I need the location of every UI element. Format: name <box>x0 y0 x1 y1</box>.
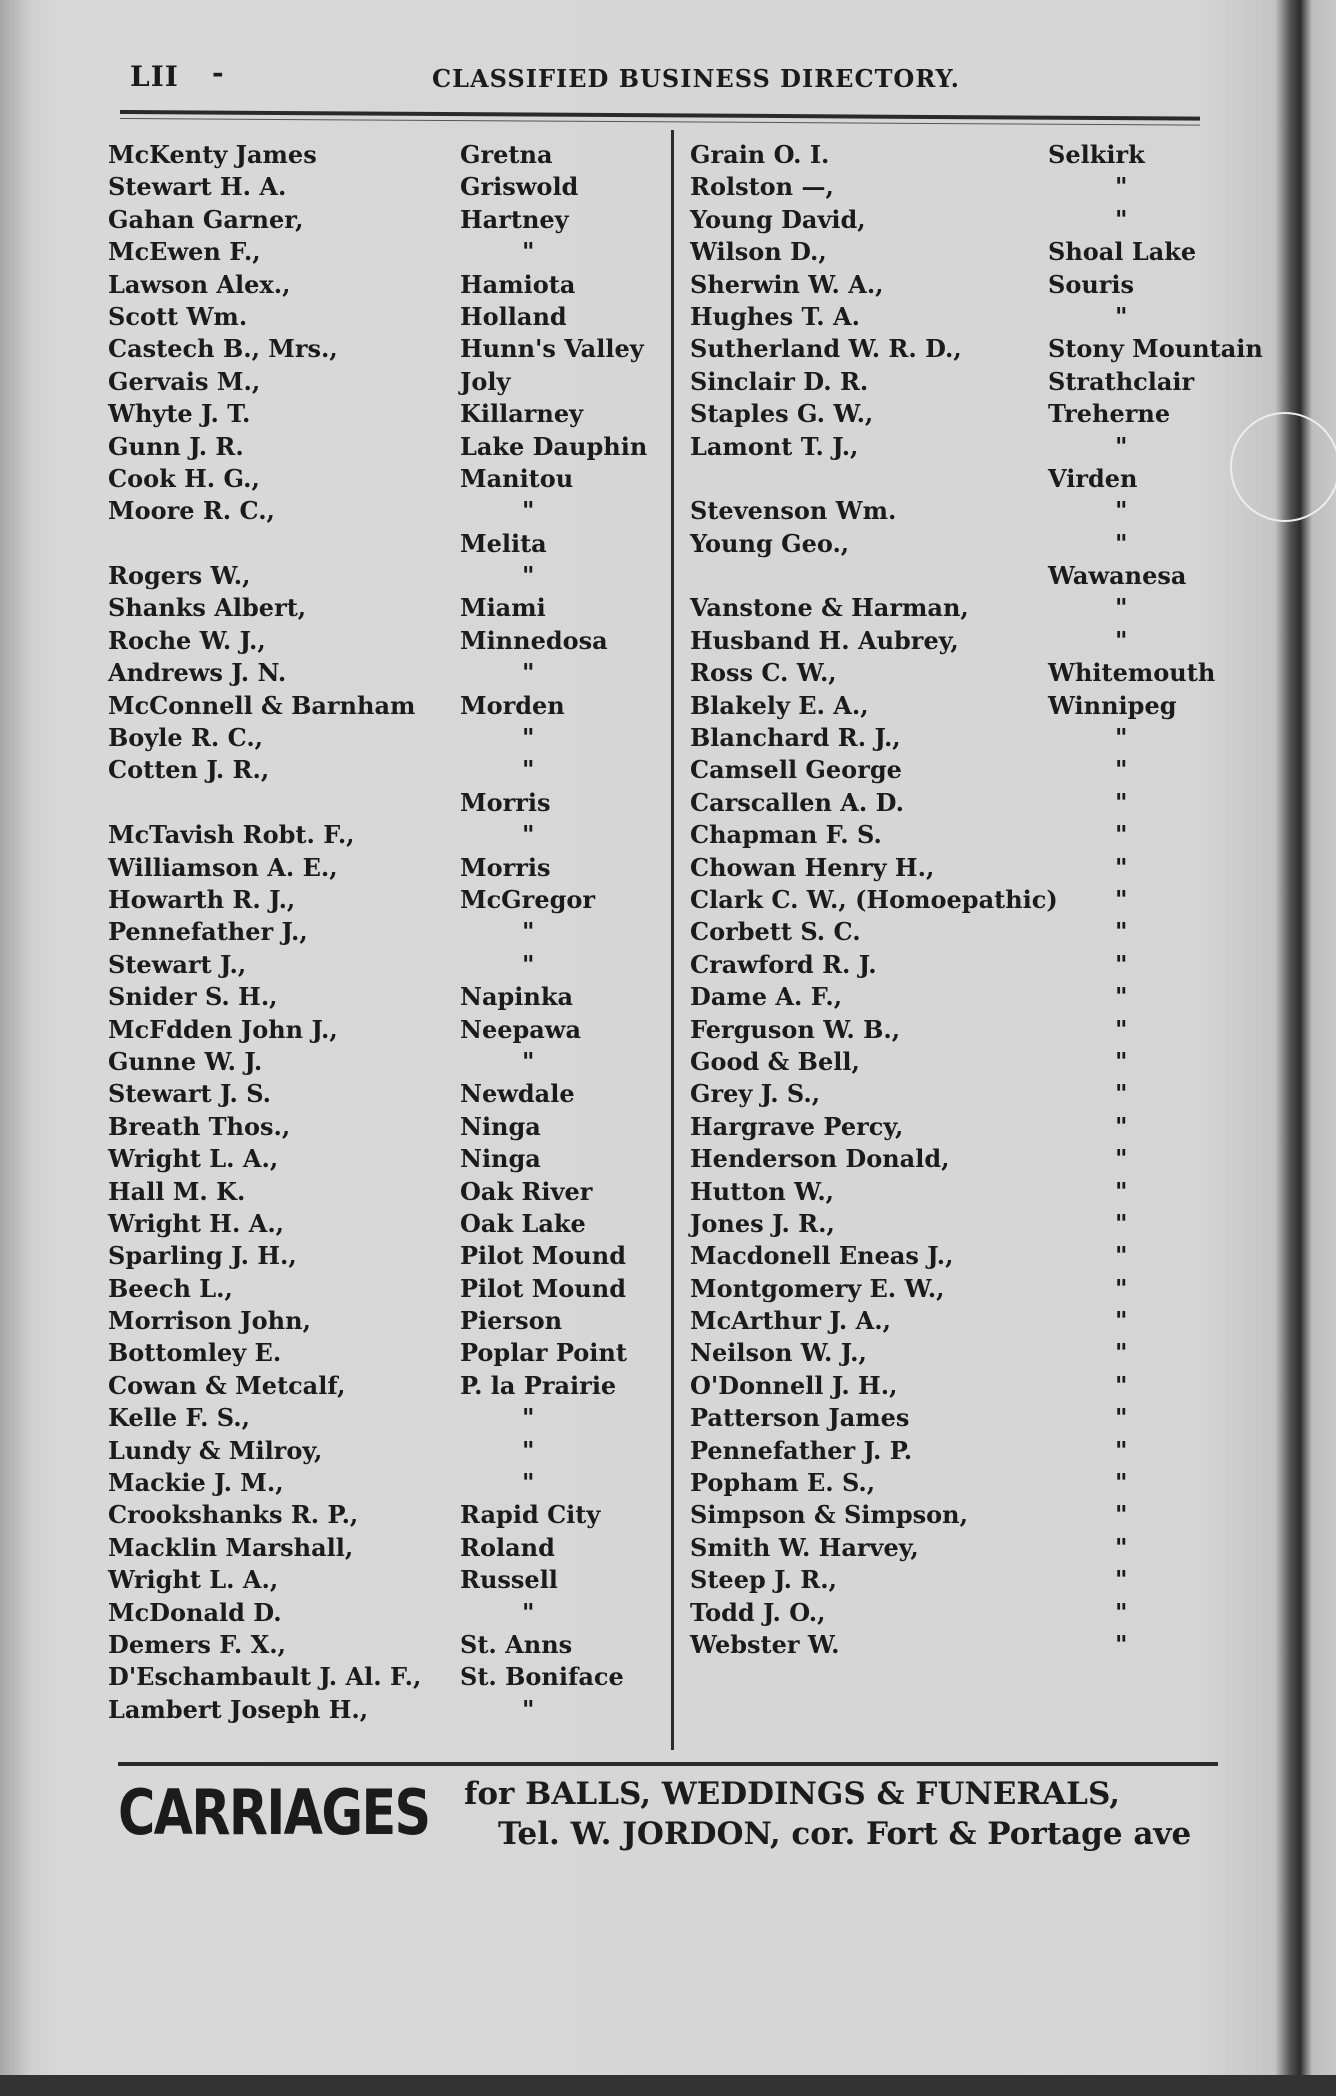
column-divider <box>671 130 674 1750</box>
entry-place: " <box>1115 172 1128 202</box>
directory-entry <box>690 950 1230 982</box>
directory-entry <box>690 1371 1230 1403</box>
entry-place: " <box>1115 787 1128 817</box>
entry-place: Griswold <box>460 172 579 202</box>
directory-entry <box>108 1630 653 1662</box>
entry-place: Pilot Mound <box>460 1273 626 1303</box>
directory-entry <box>108 788 653 820</box>
entry-place: " <box>1115 1500 1128 1530</box>
entry-place: " <box>1115 1241 1128 1271</box>
entry-name: Chowan Henry H., <box>690 852 935 882</box>
directory-entry <box>690 1144 1230 1176</box>
directory-entry <box>108 626 653 658</box>
directory-entry <box>108 237 653 269</box>
entry-name: D'Eschambault J. Al. F., <box>108 1662 422 1692</box>
entry-name: Young David, <box>690 204 866 234</box>
entry-name: Jones J. R., <box>690 1208 835 1238</box>
directory-entry <box>690 1630 1230 1662</box>
entry-place: Lake Dauphin <box>460 431 648 461</box>
entry-name: Blanchard R. J., <box>690 723 901 753</box>
directory-entry <box>108 334 653 366</box>
directory-entry <box>108 1371 653 1403</box>
entry-name: Husband H. Aubrey, <box>690 625 959 655</box>
entry-name: Gervais M., <box>108 366 261 396</box>
entry-name: Demers F. X., <box>108 1629 286 1659</box>
entry-place: " <box>1115 1014 1128 1044</box>
directory-entry <box>108 1565 653 1597</box>
directory-entry <box>690 529 1230 561</box>
entry-place: Wawanesa <box>1048 561 1187 591</box>
entry-name: Blakely E. A., <box>690 690 869 720</box>
entry-name: Sparling J. H., <box>108 1241 297 1271</box>
entry-name: Henderson Donald, <box>690 1144 950 1174</box>
entry-name: Cook H. G., <box>108 463 260 493</box>
entry-name: Castech B., Mrs., <box>108 334 338 364</box>
directory-entry <box>690 270 1230 302</box>
entry-place: " <box>1115 1079 1128 1109</box>
directory-entry <box>690 1500 1230 1532</box>
entry-name: Lawson Alex., <box>108 269 291 299</box>
directory-entry <box>690 399 1230 431</box>
entry-name: Lundy & Milroy, <box>108 1435 323 1465</box>
entry-place: " <box>1115 1338 1128 1368</box>
scan-bottom-edge <box>0 2075 1336 2096</box>
entry-name: Grain O. I. <box>690 140 830 169</box>
directory-entry <box>108 1436 653 1468</box>
directory-entry <box>690 140 1230 172</box>
entry-place: Napinka <box>460 982 574 1012</box>
directory-entry <box>690 561 1230 593</box>
directory-entry <box>108 1047 653 1079</box>
page-title: CLASSIFIED BUSINESS DIRECTORY. <box>432 64 960 93</box>
entry-name: Macdonell Eneas J., <box>690 1241 954 1271</box>
entry-name: Grey J. S., <box>690 1079 821 1109</box>
directory-entry <box>690 723 1230 755</box>
entry-place: McGregor <box>460 884 596 914</box>
directory-entry <box>690 755 1230 787</box>
directory-entry <box>108 432 653 464</box>
directory-entry <box>690 1241 1230 1273</box>
entry-name: Montgomery E. W., <box>690 1273 945 1303</box>
entry-place: " <box>1115 723 1128 753</box>
entry-name: Stevenson Wm. <box>690 496 897 526</box>
entry-place: " <box>522 658 535 688</box>
right-column <box>690 140 1263 1662</box>
entry-name: Gahan Garner, <box>108 204 304 234</box>
directory-entry <box>108 950 653 982</box>
entry-place: " <box>1115 1273 1128 1303</box>
entry-place: " <box>1115 917 1128 947</box>
entry-name: Todd J. O., <box>690 1597 826 1627</box>
entry-name: Good & Bell, <box>690 1046 860 1076</box>
entry-name: Hall M. K. <box>108 1176 246 1206</box>
entry-place: Miami <box>460 593 546 623</box>
entry-name: Popham E. S., <box>690 1468 876 1498</box>
entry-place: Whitemouth <box>1048 658 1216 688</box>
entry-place: P. la Prairie <box>460 1370 617 1400</box>
entry-name: Whyte J. T. <box>108 399 251 429</box>
directory-entry <box>690 1209 1230 1241</box>
entry-name: Stewart H. A. <box>108 172 287 202</box>
entry-name: Crookshanks R. P., <box>108 1500 359 1530</box>
entry-name: Scott Wm. <box>108 301 248 331</box>
entry-name: Camsell George <box>690 755 902 785</box>
entry-name: Sherwin W. A., <box>690 269 884 299</box>
entry-name: Hughes T. A. <box>690 301 860 331</box>
entry-place: Killarney <box>460 399 584 429</box>
directory-entry <box>108 755 653 787</box>
entry-name: Kelle F. S., <box>108 1403 250 1433</box>
directory-entry <box>690 1565 1230 1597</box>
entry-name: Mackie J. M., <box>108 1468 284 1498</box>
directory-entry <box>108 853 653 885</box>
entry-name: Hutton W., <box>690 1176 835 1206</box>
entry-place: " <box>522 1597 535 1627</box>
entry-place: Souris <box>1048 269 1135 299</box>
entry-name: Shanks Albert, <box>108 593 307 623</box>
entry-name: Wright L. A., <box>108 1565 279 1595</box>
entry-place: " <box>1115 496 1128 526</box>
entry-place: " <box>1115 1468 1128 1498</box>
header-mark: - <box>212 56 224 89</box>
entry-place: Oak River <box>460 1176 593 1206</box>
entry-name: Webster W. <box>690 1629 840 1659</box>
entry-place: " <box>522 723 535 753</box>
entry-name: Gunn J. R. <box>108 431 244 461</box>
directory-entry <box>690 593 1230 625</box>
entry-place: " <box>1115 1306 1128 1336</box>
entry-name: Clark C. W., (Homoepathic) <box>690 884 1058 914</box>
entry-place: " <box>1115 593 1128 623</box>
entry-name: Wright H. A., <box>108 1208 285 1238</box>
directory-entry <box>108 399 653 431</box>
entry-name: Breath Thos., <box>108 1111 291 1141</box>
entry-place: Hartney <box>460 204 569 234</box>
directory-entry <box>108 496 653 528</box>
entry-place: St. Boniface <box>460 1662 624 1692</box>
directory-entry <box>690 917 1230 949</box>
page-header <box>130 56 1210 100</box>
entry-name: Patterson James <box>690 1403 910 1433</box>
entry-name: Wilson D., <box>690 237 827 267</box>
directory-entry <box>108 1209 653 1241</box>
directory-entry <box>108 593 653 625</box>
ad-line-1: for BALLS, WEDDINGS & FUNERALS, <box>464 1776 1121 1812</box>
directory-entry <box>108 885 653 917</box>
entry-name: Corbett S. C. <box>690 917 861 947</box>
entry-place: " <box>1115 1370 1128 1400</box>
entry-name: McTavish Robt. F., <box>108 820 355 850</box>
entry-name: Lambert Joseph H., <box>108 1694 369 1724</box>
entry-name: Staples G. W., <box>690 399 874 429</box>
entry-place: " <box>1115 982 1128 1012</box>
directory-entry <box>108 270 653 302</box>
ad-headline: CARRIAGES <box>118 1776 430 1849</box>
entry-name: McConnell & Barnham <box>108 690 416 720</box>
entry-place: Holland <box>460 301 567 331</box>
directory-entry <box>108 1403 653 1435</box>
entry-name: McDonald D. <box>108 1597 282 1627</box>
directory-entry <box>108 1177 653 1209</box>
directory-entry <box>690 172 1230 204</box>
directory-entry <box>108 172 653 204</box>
entry-name: Andrews J. N. <box>108 658 287 688</box>
directory-entry <box>690 1274 1230 1306</box>
entry-place: Treherne <box>1048 399 1171 429</box>
entry-place: Poplar Point <box>460 1338 627 1368</box>
entry-place: Melita <box>460 528 547 558</box>
entry-name: Boyle R. C., <box>108 723 264 753</box>
left-column <box>108 140 653 1727</box>
directory-entry <box>108 1662 653 1694</box>
entry-name: Carscallen A. D. <box>690 787 904 817</box>
entry-name: Moore R. C., <box>108 496 275 526</box>
entry-name: Beech L., <box>108 1273 233 1303</box>
directory-entry <box>690 982 1230 1014</box>
entry-name: Sutherland W. R. D., <box>690 334 962 364</box>
directory-entry <box>690 1436 1230 1468</box>
entry-place: " <box>1115 204 1128 234</box>
entry-place: Hunn's Valley <box>460 334 644 364</box>
directory-entry <box>108 917 653 949</box>
entry-place: " <box>1115 431 1128 461</box>
entry-name: Stewart J., <box>108 949 247 979</box>
directory-entry <box>108 561 653 593</box>
entry-place: " <box>1115 1111 1128 1141</box>
entry-name: Steep J. R., <box>690 1565 837 1595</box>
directory-entry <box>108 1241 653 1273</box>
directory-entry <box>690 853 1230 885</box>
entry-name: Cotten J. R., <box>108 755 270 785</box>
entry-place: Shoal Lake <box>1048 237 1197 267</box>
directory-entry <box>108 140 653 172</box>
directory-entry <box>108 367 653 399</box>
entry-place: " <box>522 917 535 947</box>
entry-name: Wright L. A., <box>108 1144 279 1174</box>
directory-entry <box>108 1533 653 1565</box>
entry-place: Pierson <box>460 1306 563 1336</box>
entry-name: Gunne W. J. <box>108 1046 263 1076</box>
directory-entry <box>690 1306 1230 1338</box>
entry-place: " <box>522 1468 535 1498</box>
directory-entry <box>108 1500 653 1532</box>
ad-rule <box>118 1762 1218 1766</box>
directory-entry <box>108 529 653 561</box>
directory-entry <box>690 1015 1230 1047</box>
entry-name: Ross C. W., <box>690 658 837 688</box>
entry-place: " <box>1115 1208 1128 1238</box>
entry-name: Howarth R. J., <box>108 884 296 914</box>
directory-entry <box>690 1533 1230 1565</box>
entry-place: Morden <box>460 690 565 720</box>
directory-entry <box>108 691 653 723</box>
entry-place: Ninga <box>460 1111 541 1141</box>
entry-place: " <box>522 1694 535 1724</box>
entry-place: " <box>1115 528 1128 558</box>
entry-place: " <box>1115 1144 1128 1174</box>
directory-entry <box>108 982 653 1014</box>
entry-name: McArthur J. A., <box>690 1306 891 1336</box>
entry-place: Oak Lake <box>460 1208 586 1238</box>
directory-entry <box>690 432 1230 464</box>
directory-entry <box>108 1144 653 1176</box>
entry-name: Smith W. Harvey, <box>690 1532 919 1562</box>
entry-name: Rogers W., <box>108 561 251 591</box>
entry-place: " <box>522 561 535 591</box>
directory-entry <box>690 496 1230 528</box>
directory-entry <box>690 626 1230 658</box>
directory-entry <box>108 1112 653 1144</box>
directory-entry <box>108 1598 653 1630</box>
entry-place: " <box>1115 1629 1128 1659</box>
entry-place: " <box>1115 755 1128 785</box>
entry-name: Chapman F. S. <box>690 820 882 850</box>
entry-place: Morris <box>460 852 551 882</box>
entry-place: Minnedosa <box>460 625 608 655</box>
directory-entry <box>108 1338 653 1370</box>
directory-entry <box>108 1695 653 1727</box>
entry-name: McFdden John J., <box>108 1014 338 1044</box>
entry-place: " <box>1115 820 1128 850</box>
entry-place: Pilot Mound <box>460 1241 626 1271</box>
entry-place: " <box>1115 949 1128 979</box>
directory-entry <box>690 788 1230 820</box>
directory-entry <box>108 464 653 496</box>
entry-name: McEwen F., <box>108 237 261 267</box>
ad-line-2: Tel. W. JORDON, cor. Fort & Portage ave <box>498 1816 1192 1852</box>
entry-place: " <box>522 1435 535 1465</box>
entry-name: Stewart J. S. <box>108 1079 272 1109</box>
entry-name: Young Geo., <box>690 528 850 558</box>
entry-place: Winnipeg <box>1048 690 1177 720</box>
entry-name: Williamson A. E., <box>108 852 338 882</box>
directory-entry <box>108 302 653 334</box>
entry-name: Neilson W. J., <box>690 1338 867 1368</box>
directory-entry <box>108 1274 653 1306</box>
entry-name: Ferguson W. B., <box>690 1014 901 1044</box>
directory-entry <box>690 1079 1230 1111</box>
directory-entry <box>690 885 1230 917</box>
directory-entry <box>108 1468 653 1500</box>
entry-place: Ninga <box>460 1144 541 1174</box>
entry-place: Newdale <box>460 1079 575 1109</box>
entry-place: Manitou <box>460 463 574 493</box>
entry-place: " <box>522 1403 535 1433</box>
entry-place: Strathclair <box>1048 366 1195 396</box>
entry-place: " <box>1115 1046 1128 1076</box>
entry-name: Pennefather J., <box>108 917 308 947</box>
directory-entry <box>108 1306 653 1338</box>
directory-entry <box>690 1468 1230 1500</box>
entry-place: " <box>1115 1403 1128 1433</box>
directory-entry <box>690 1403 1230 1435</box>
entry-name: Lamont T. J., <box>690 431 859 461</box>
entry-place: " <box>1115 1532 1128 1562</box>
entry-place: " <box>1115 625 1128 655</box>
directory-entry <box>108 723 653 755</box>
entry-name: Snider S. H., <box>108 982 278 1012</box>
entry-place: " <box>1115 1597 1128 1627</box>
directory-entry <box>690 1112 1230 1144</box>
entry-place: " <box>1115 852 1128 882</box>
entry-place: Hamiota <box>460 269 576 299</box>
directory-entry <box>108 205 653 237</box>
directory-entry <box>108 1079 653 1111</box>
entry-name: Vanstone & Harman, <box>690 593 969 623</box>
directory-entry <box>108 820 653 852</box>
page-number: LII <box>130 60 179 93</box>
entry-name: O'Donnell J. H., <box>690 1370 898 1400</box>
directory-entry <box>690 1177 1230 1209</box>
directory-entry <box>690 464 1230 496</box>
entry-name: Simpson & Simpson, <box>690 1500 968 1530</box>
entry-name: McKenty James <box>108 140 317 169</box>
entry-name: Crawford R. J. <box>690 949 877 979</box>
entry-place: St. Anns <box>460 1629 573 1659</box>
directory-entry <box>690 205 1230 237</box>
entry-name: Dame A. F., <box>690 982 843 1012</box>
entry-name: Roche W. J., <box>108 625 266 655</box>
entry-place: " <box>1115 1435 1128 1465</box>
directory-entry <box>690 1047 1230 1079</box>
directory-entry <box>690 691 1230 723</box>
entry-place: " <box>522 755 535 785</box>
directory-entry <box>690 367 1230 399</box>
entry-place: " <box>522 1046 535 1076</box>
entry-name: Rolston —, <box>690 172 834 202</box>
entry-place: Russell <box>460 1565 558 1595</box>
entry-place: " <box>522 949 535 979</box>
scan-circle-mark <box>1230 412 1336 522</box>
entry-name: Pennefather J. P. <box>690 1435 913 1465</box>
entry-place: " <box>522 820 535 850</box>
entry-place: Selkirk <box>1048 140 1145 169</box>
directory-entry <box>108 1015 653 1047</box>
directory-entry <box>690 302 1230 334</box>
entry-name: Morrison John, <box>108 1306 311 1336</box>
directory-entry <box>108 658 653 690</box>
entry-name: Bottomley E. <box>108 1338 282 1368</box>
entry-place: Stony Mountain <box>1048 334 1263 364</box>
directory-entry <box>690 820 1230 852</box>
carriages-advertisement <box>118 1762 1218 1872</box>
entry-place: " <box>522 496 535 526</box>
entry-place: " <box>1115 301 1128 331</box>
entry-place: Rapid City <box>460 1500 601 1530</box>
directory-entry <box>690 1338 1230 1370</box>
directory-entry <box>690 237 1230 269</box>
entry-place: Neepawa <box>460 1014 582 1044</box>
directory-entry <box>690 658 1230 690</box>
entry-place: " <box>1115 884 1128 914</box>
entry-name: Macklin Marshall, <box>108 1532 354 1562</box>
entry-place: Joly <box>460 366 511 396</box>
entry-place: Virden <box>1048 463 1138 493</box>
entry-place: Roland <box>460 1532 555 1562</box>
entry-place: Morris <box>460 787 551 817</box>
entry-place: " <box>522 237 535 267</box>
directory-entry <box>690 334 1263 366</box>
directory-entry <box>690 1598 1230 1630</box>
entry-name: Hargrave Percy, <box>690 1111 904 1141</box>
entry-place: " <box>1115 1176 1128 1206</box>
entry-name: Sinclair D. R. <box>690 366 869 396</box>
entry-place: " <box>1115 1565 1128 1595</box>
entry-place: Gretna <box>460 140 553 169</box>
entry-name: Cowan & Metcalf, <box>108 1370 346 1400</box>
